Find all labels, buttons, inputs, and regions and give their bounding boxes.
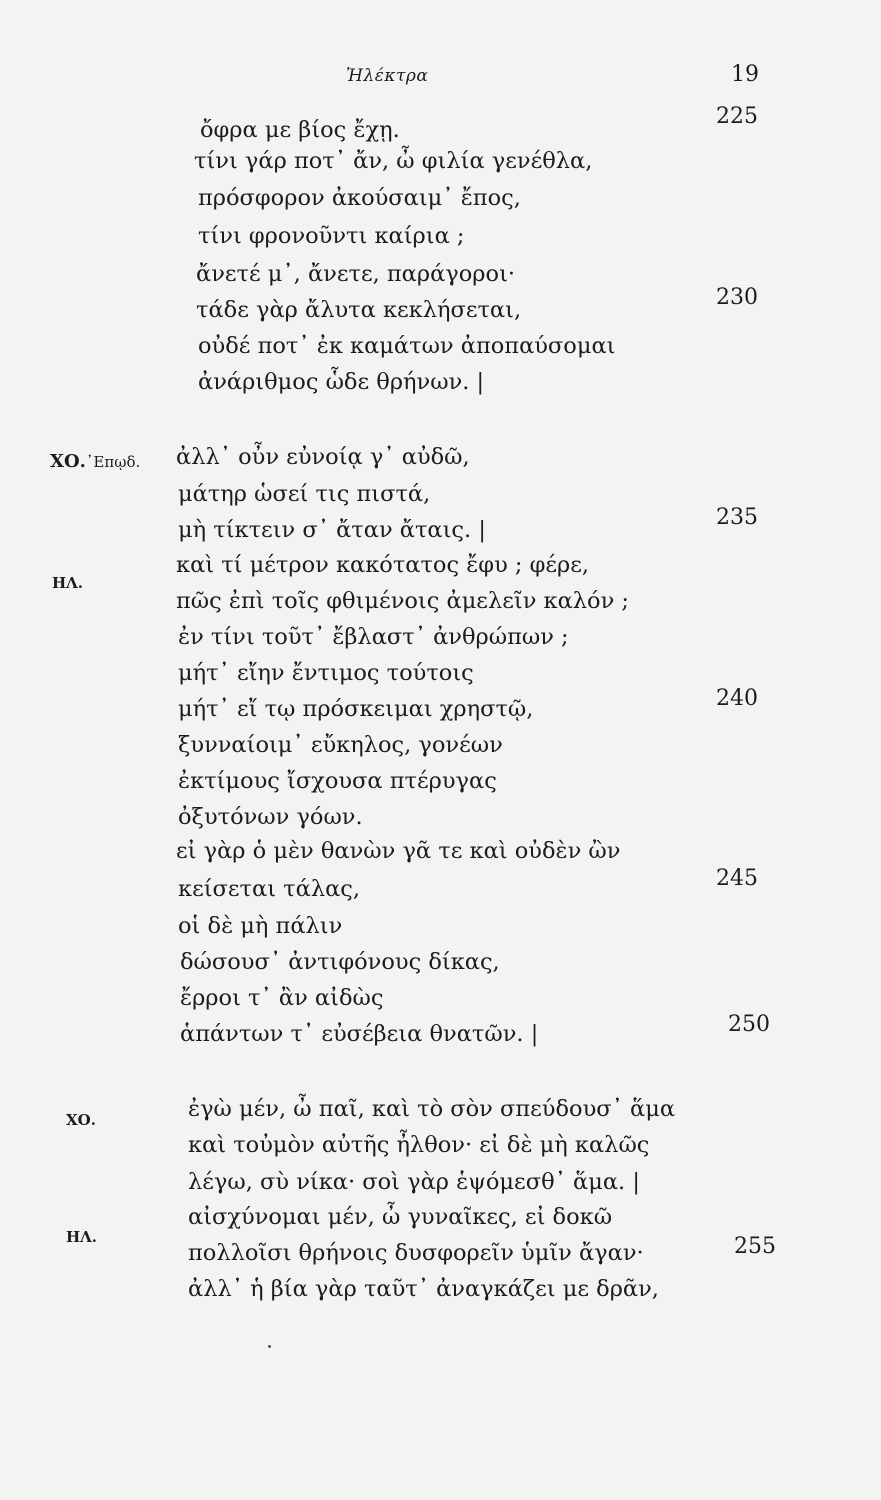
- verse-line: πῶς ἐπὶ τοῖς φθιμένοις ἀμελεῖν καλόν ;: [176, 588, 630, 614]
- line-number: 225: [716, 104, 758, 129]
- speaker-chorus: ΧΟ.: [66, 1111, 96, 1129]
- line-number: 255: [734, 1234, 776, 1259]
- verse-line: πρόσφορον ἀκούσαιμ᾽ ἔπος,: [198, 185, 521, 211]
- verse-line: ἐγὼ μέν, ὦ παῖ, καὶ τὸ σὸν σπεύδουσ᾽ ἅμα: [188, 1096, 676, 1122]
- page-number: 19: [731, 62, 759, 87]
- verse-line: καὶ τί μέτρον κακότατος ἔφυ ; φέρε,: [176, 552, 590, 578]
- verse-line: τάδε γὰρ ἄλυτα κεκλήσεται,: [196, 297, 522, 323]
- verse-line: ἐν τίνι τοῦτ᾽ ἔβλαστ᾽ ἀνθρώπων ;: [178, 624, 569, 650]
- verse-line: ἀνάριθμος ὧδε θρήνων. |: [198, 369, 485, 395]
- verse-line: αἰσχύνομαι μέν, ὦ γυναῖκες, εἰ δοκῶ: [188, 1204, 613, 1230]
- verse-line: ἔρροι τ᾽ ἂν αἰδὼς: [180, 985, 384, 1011]
- verse-line: μὴ τίκτειν σ᾽ ἄταν ἄταις. |: [178, 517, 486, 543]
- running-title: Ἠλέκτρα: [346, 66, 429, 86]
- verse-line: τίνι φρονοῦντι καίρια ;: [198, 223, 465, 249]
- verse-line: ὄφρα με βίος ἔχῃ.: [200, 117, 400, 143]
- speaker-chorus: ΧΟ.: [50, 451, 86, 472]
- print-speck: [268, 1345, 271, 1348]
- verse-line: οὐδέ ποτ᾽ ἐκ καμάτων ἀποπαύσομαι: [198, 333, 616, 359]
- speaker-electra: ΗΛ.: [52, 574, 84, 592]
- verse-line: δώσουσ᾽ ἀντιφόνους δίκας,: [180, 949, 500, 975]
- verse-line: μάτηρ ὡσεί τις πιστά,: [178, 481, 431, 507]
- verse-line: ἀλλ᾽ ἡ βία γὰρ ταῦτ᾽ ἀναγκάζει με δρᾶν,: [188, 1276, 659, 1302]
- line-number: 235: [716, 505, 758, 530]
- verse-line: μήτ᾽ εἴ τῳ πρόσκειμαι χρηστῷ,: [178, 696, 534, 722]
- verse-line: εἰ γὰρ ὁ μὲν θανὼν γᾶ τε καὶ οὐδὲν ὢν: [176, 838, 621, 864]
- epode-label: ᾽Επῳδ.: [85, 453, 141, 471]
- verse-line: ἁπάντων τ᾽ εὐσέβεια θνατῶν. |: [180, 1021, 539, 1047]
- line-number: 245: [716, 866, 758, 891]
- speaker-label: [50, 447, 140, 477]
- speaker-electra: ΗΛ.: [66, 1228, 98, 1246]
- verse-line: καὶ τοὐμὸν αὐτῆς ἦλθον· εἰ δὲ μὴ καλῶς: [188, 1132, 650, 1158]
- line-number: 240: [716, 686, 758, 711]
- verse-line: ξυνναίοιμ᾽ εὔκηλος, γονέων: [178, 732, 503, 758]
- verse-line: ὀξυτόνων γόων.: [178, 804, 363, 830]
- line-number: 230: [716, 285, 758, 310]
- verse-line: τίνι γάρ ποτ᾽ ἄν, ὦ φιλία γενέθλα,: [194, 148, 593, 174]
- verse-line: ἄνετέ μ᾽, ἄνετε, παράγοροι·: [196, 261, 516, 287]
- verse-line: μήτ᾽ εἴην ἔντιμος τούτοις: [178, 660, 474, 686]
- verse-line: κείσεται τάλας,: [178, 876, 361, 902]
- verse-line: οἱ δὲ μὴ πάλιν: [178, 913, 343, 939]
- verse-line: ἐκτίμους ἴσχουσα πτέρυγας: [178, 768, 497, 794]
- line-number: 250: [728, 1012, 770, 1037]
- verse-line: λέγω, σὺ νίκα· σοὶ γὰρ ἑψόμεσθ᾽ ἅμα. |: [188, 1169, 640, 1195]
- verse-line: ἀλλ᾽ οὖν εὐνοίᾳ γ᾽ αὐδῶ,: [176, 444, 470, 470]
- verse-line: πολλοῖσι θρήνοις δυσφορεῖν ὑμῖν ἄγαν·: [188, 1240, 644, 1266]
